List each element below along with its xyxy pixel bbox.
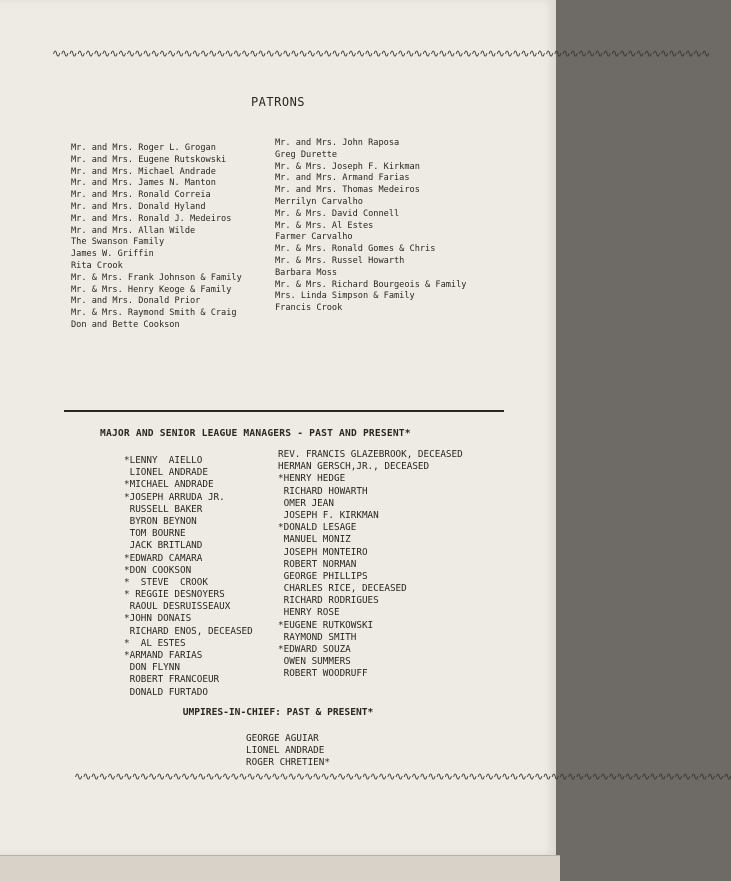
umpires-list [246,733,330,770]
patron-entry: Mr. & Mrs. David Connell [275,208,400,219]
patron-entry: Mr. & Mrs. Ronald Gomes & Chris [275,244,436,255]
manager-entry: *JOSEPH ARRUDA JR. [124,491,225,503]
patron-entry: Mr. & Mrs. Al Estes [275,220,374,231]
patron-entry: Mrs. Linda Simpson & Family [275,291,415,302]
patron-entry: Mr. and Mrs. Ronald Correia [71,190,211,201]
manager-entry: *DONALD LESAGE [278,522,357,534]
manager-entry: GEORGE PHILLIPS [278,570,368,582]
patron-entry: Mr. and Mrs. Ronald J. Medeiros [71,213,232,224]
manager-entry: OWEN SUMMERS [278,656,351,668]
manager-entry: HENRY ROSE [278,607,340,619]
manager-entry: *JOHN DONAIS [124,613,192,625]
patron-entry: Farmer Carvalho [275,232,353,243]
manager-entry: TOM BOURNE [124,528,186,540]
manager-entry: REV. FRANCIS GLAZEBROOK, DECEASED [278,449,463,460]
patron-entry: Mr. & Mrs. Raymond Smith & Craig [71,308,237,319]
manager-entry: *EUGENE RUTKOWSKI [278,619,374,631]
manager-entry: DON FLYNN [124,662,180,674]
patrons-right-column [275,138,466,315]
manager-entry: *HENRY HEDGE [278,473,346,485]
manager-entry: *LENNY AIELLO [124,455,203,466]
patron-entry: Mr. & Mrs. Frank Johnson & Family [71,272,242,283]
manager-entry: RAYMOND SMITH [278,631,357,643]
manager-entry: *EDWARD SOUZA [278,644,351,655]
top-ornament-border: ∿∿∿∿∿∿∿∿∿∿∿∿∿∿∿∿∿∿∿∿∿∿∿∿∿∿∿∿∿∿∿∿∿∿∿∿∿∿∿∿∿∿∿∿∿∿∿∿∿∿∿∿∿∿∿∿∿∿∿∿∿∿∿∿∿∿∿∿∿∿∿∿∿∿∿∿∿∿∿∿ [52,47,710,60]
patron-entry: Mr. and Mrs. Eugene Rutskowski [71,154,227,165]
umpire-entry: LIONEL ANDRADE [246,745,325,757]
patron-entry: Mr. & Mrs. Joseph F. Kirkman [275,161,420,172]
patron-entry: Mr. and Mrs. Allan Wilde [71,225,196,236]
manager-entry: HERMAN GERSCH,JR., DECEASED [278,461,430,473]
patron-entry: Francis Crook [275,303,343,314]
manager-entry: * REGGIE DESNOYERS [124,589,225,601]
patron-entry: Rita Crook [71,260,123,271]
section-divider [64,410,504,412]
patron-entry: The Swanson Family [71,237,165,248]
manager-entry: JACK BRITLAND [124,540,203,552]
bottom-ornament-border: ∿∿∿∿∿∿∿∿∿∿∿∿∿∿∿∿∿∿∿∿∿∿∿∿∿∿∿∿∿∿∿∿∿∿∿∿∿∿∿∿∿∿∿∿∿∿∿∿∿∿∿∿∿∿∿∿∿∿∿∿∿∿∿∿∿∿∿∿∿∿∿∿∿∿∿∿∿∿∿∿ [74,770,731,783]
manager-entry: *EDWARD CAMARA [124,552,203,564]
manager-entry: BYRON BEYNON [124,515,197,527]
manager-entry: ROBERT FRANCOEUR [124,674,220,686]
umpire-entry: ROGER CHRETIEN* [246,757,330,769]
patrons-title: PATRONS [250,95,306,109]
patrons-left-column [71,143,242,332]
manager-entry: JOSEPH F. KIRKMAN [278,509,379,521]
manager-entry: *MICHAEL ANDRADE [124,479,214,491]
managers-right-column [278,449,463,681]
manager-entry: ROBERT WOODRUFF [278,668,368,680]
manager-entry: *ARMAND FARIAS [124,650,203,661]
manager-entry: DONALD FURTADO [124,686,208,698]
manager-entry: JOSEPH MONTEIRO [278,546,368,558]
manager-entry: RICHARD ENOS, DECEASED [124,625,253,637]
patron-entry: Don and Bette Cookson [71,319,180,330]
patron-entry: Greg Durette [275,149,338,160]
manager-entry: ROBERT NORMAN [278,558,357,570]
manager-entry: OMER JEAN [278,497,334,509]
patron-entry: Mr. & Mrs. Richard Bourgeois & Family [275,279,467,290]
patron-entry: Mr. and Mrs. Michael Andrade [71,166,216,177]
manager-entry: LIONEL ANDRADE [124,467,208,479]
manager-entry: CHARLES RICE, DECEASED [278,583,407,595]
patron-entry: Mr. and Mrs. John Raposa [275,138,400,148]
patron-entry: Mr. and Mrs. Donald Prior [71,296,201,307]
manager-entry: RICHARD HOWARTH [278,485,368,497]
managers-heading: MAJOR AND SENIOR LEAGUE MANAGERS - PAST AND PRESENT* [100,428,411,439]
patron-entry: Mr. and Mrs. James N. Manton [71,178,216,189]
patron-entry: Mr. & Mrs. Henry Keoge & Family [71,284,232,295]
manager-entry: * STEVE CROOK [124,576,208,588]
manager-entry: RAOUL DESRUISSEAUX [124,601,231,613]
page-edge [0,855,560,881]
umpires-heading: UMPIRES-IN-CHIEF: PAST & PRESENT* [182,707,374,718]
manager-entry: RUSSELL BAKER [124,503,203,515]
patron-entry: Mr. & Mrs. Russel Howarth [275,255,405,266]
manager-entry: RICHARD RODRIGUES [278,595,379,607]
umpire-entry: GEORGE AGUIAR [246,733,319,744]
patron-entry: Mr. and Mrs. Armand Farias [275,173,410,184]
patron-entry: Mr. and Mrs. Donald Hyland [71,201,206,212]
manager-entry: *DON COOKSON [124,564,192,576]
manager-entry: * AL ESTES [124,637,186,649]
manager-entry: MANUEL MONIZ [278,534,351,546]
patron-entry: Mr. and Mrs. Roger L. Grogan [71,143,216,153]
patron-entry: Merrilyn Carvalho [275,196,363,207]
managers-left-column [124,455,253,699]
patron-entry: James W. Griffin [71,249,154,260]
patron-entry: Mr. and Mrs. Thomas Medeiros [275,185,420,196]
patron-entry: Barbara Moss [275,267,338,278]
